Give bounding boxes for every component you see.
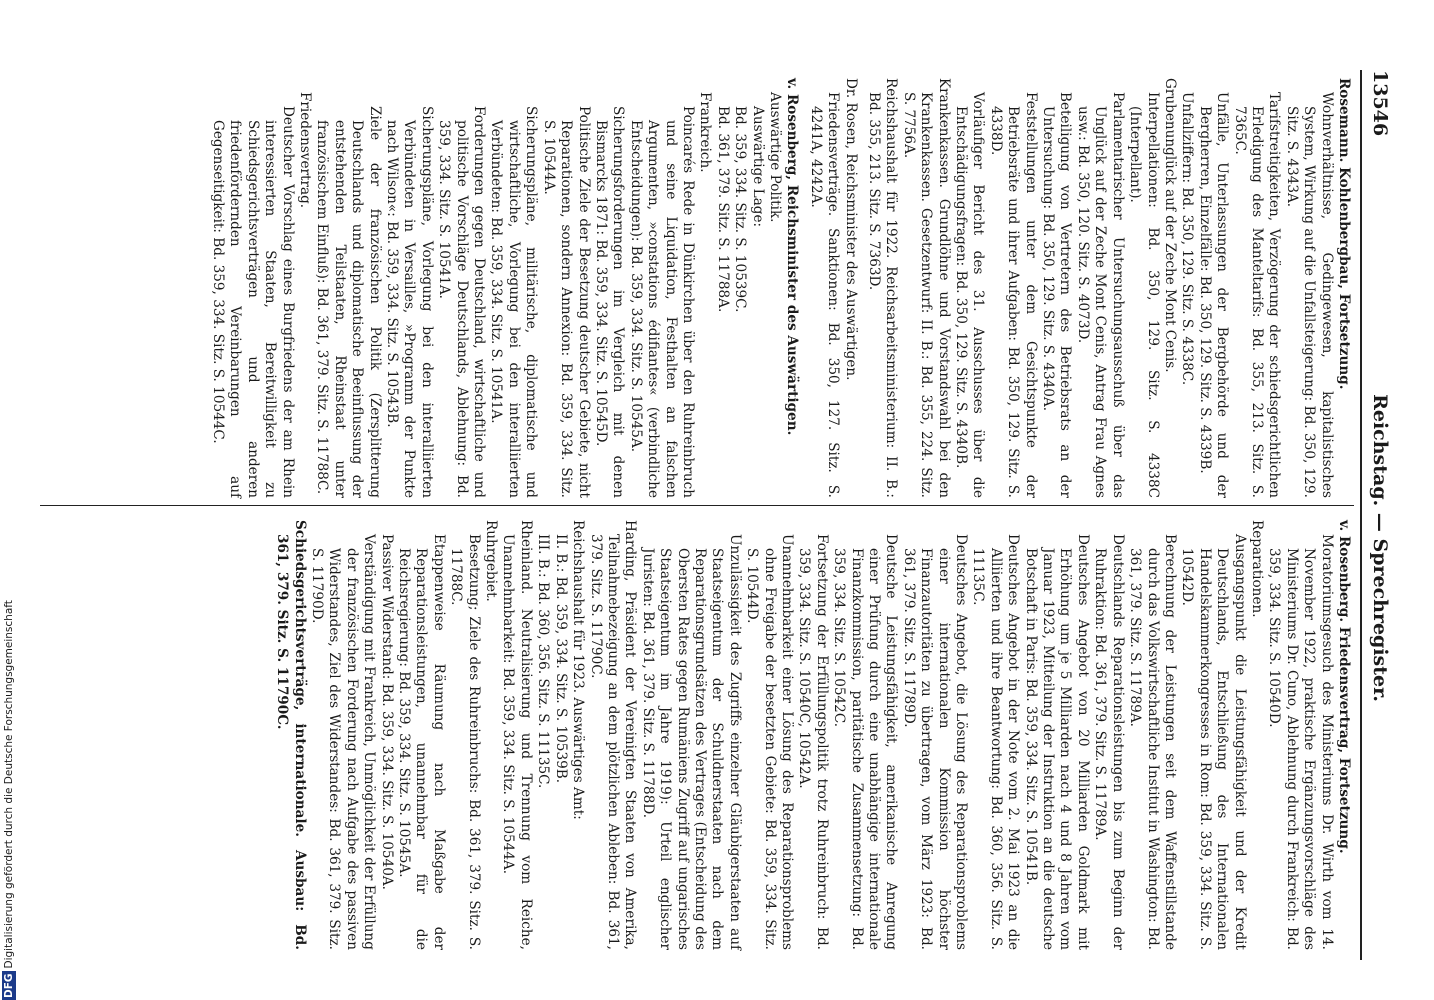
register-entry: v. Rosenberg. Friedensvertrag, Fortsetzung. bbox=[1336, 520, 1352, 854]
register-entry: Verständigung mit Frankreich, Unmöglichkeit der Erfüllung der französischen Forderung nach Aufgabe des passiven Widerstandes, Ziel des Widerstandes: Bd. 361, 379. Sitz. S. 11790D. bbox=[309, 534, 378, 950]
register-entry: Frankreich. bbox=[697, 92, 714, 173]
register-entry: Parlamentarischer Untersuchungsausschuß über das Unglück auf der Zeche Mont Cenis, Antrag Frau Agnes usw.: Bd. 350, 120. Sitz. S. 4073D. bbox=[1074, 92, 1126, 498]
running-title: Reichstag. — Sprechregister. bbox=[1369, 394, 1391, 703]
footer-text: Digitalisierung gefördert durch die Deutsche Forschungsgemeinschaft bbox=[3, 600, 15, 969]
register-entry: Friedensverträge. Sanktionen: Bd. 350, 127. Sitz. S. 4241A, 4242A. bbox=[807, 92, 842, 498]
register-entry: Passiver Widerstand: Bd. 359, 334. Sitz. S. 10540A. bbox=[378, 534, 395, 890]
register-entry: Auswärtige Lage: bbox=[749, 106, 766, 228]
column-divider bbox=[40, 505, 1354, 506]
register-entry: Sicherungspläne, Vorlegung bei den interalliierten Verbündeten in Versailles, »Programm der Punkte nach Wilson«: Bd. 359, 334. Sitz. S. 10543B. bbox=[384, 106, 435, 498]
register-entry: Politische Ziele der Besetzung deutscher Gebiete, nicht Reparationen, sondern Annexion: Bd. 359, 334. Sitz. S. 10544A. bbox=[540, 106, 592, 498]
header-rule bbox=[1360, 70, 1362, 960]
register-entry: Reparationen. bbox=[1248, 520, 1265, 618]
register-entry: II. B.: Bd. 359, 334. Sitz. S. 10539B. bbox=[552, 534, 569, 784]
register-entry: Reichshaushalt für 1923. Auswärtiges Amt: bbox=[570, 520, 587, 820]
register-entry: Friedensvertrag. bbox=[297, 92, 314, 209]
register-entry: Sicherungsforderungen im Vergleich mit denen Bismarcks 1871: Bd. 359, 334. Sitz. S. 10545D. bbox=[592, 106, 627, 498]
register-entry: Auswärtige Politik. bbox=[767, 92, 783, 223]
register-entry: Deutsches Angebot, die Lösung des Reparationsproblems einer internationalen Kommission höchster Finanzautoritäten zu übertragen, vom März 1923: Bd. 361, 379. Sitz. S. 11789D. bbox=[900, 534, 970, 950]
register-entry: Berechnung der Leistungen seit dem Waffenstillstande durch das Volkswirtschaftliche Institut in Washington: Bd. 361, 379. Sitz. S. 11789A. bbox=[1127, 534, 1178, 950]
footer-credit bbox=[2, 600, 16, 1000]
register-entry: Deutsches Angebot in der Note vom 2. Mai 1923 an die Alliierten und ihre Beantwortung: Bd. 360, 356. Sitz. S. 11135C. bbox=[970, 534, 1022, 950]
register-entry: Ausgangspunkt die Leistungsfähigkeit und der Kredit Deutschlands, Entschließung des Internationalen Handelskammerkongresses in Rom: Bd. 359, 334. Sitz. S. 10542D. bbox=[1179, 534, 1248, 950]
register-entry: Ziele der französischen Politik (Zersplitterung Deutschlands und diplomatische Beeinflussung der entstehenden Teilstaaten, Rheinstaat unter französischem Einfluß): Bd. 361, 379. Sitz. S. 11788C. bbox=[314, 106, 383, 498]
register-entry: Krankenkassen. Grundlöhne und Vorstandswahl bei den Krankenkassen. Gesetzentwurf: II. B.: Bd. 355, 224. Sitz. S. 7756A. bbox=[900, 78, 952, 498]
register-entry: Rheinland. Neutralisierung und Trennung vom Reiche, Unannehmbarkeit: Bd. 359, 334. Sitz. S. 10544A. bbox=[500, 520, 534, 950]
register-entry: Dr. Rosen, Reichsminister des Auswärtigen. bbox=[842, 78, 859, 381]
register-entry: v. Rosenberg, Reichsminister des Auswärtigen. bbox=[784, 78, 801, 436]
register-entry: Bd. 361, 379. Sitz. S. 11788A. bbox=[714, 106, 731, 313]
register-entry: Unzulässigkeit des Zugriffs einzelner Gläubigerstaaten auf Staatseigentum der Schuldnerstaaten nach dem Reparationsgrundsätzen des Vertrages (Entscheidung des Obersten Rates gegen Rumäniens Zugriff auf ungarisches Staatseigentum im Jahre 1919): Urteil englischer Juristen: Bd. 361, 379. Sitz. S. 11788D. bbox=[639, 534, 743, 950]
register-entry: Deutsches Angebot von 20 Milliarden Goldmark mit Erhöhung um je 5 Milliarden nach 4 und 8 Jahren vom Januar 1923, Mitteilung der Instruktion an die deutsche Botschaft in Paris: Bd. 359, 334. Sitz. S. 10541B. bbox=[1022, 534, 1091, 950]
page-number: 13546 bbox=[1369, 70, 1391, 137]
right-column bbox=[273, 520, 1352, 950]
register-entry: Grubenunglück auf der Zeche Mont Cenis. bbox=[1161, 78, 1178, 373]
register-entry: Fortsetzung der Erfüllungspolitik trotz Ruhreinbruch: Bd. 359, 334. Sitz. S. 10540C, 10542A. bbox=[796, 534, 830, 950]
register-entry: Schiedsgerichtsverträge, internationale. Ausbau: Bd. 361, 379. Sitz. S. 11790C. bbox=[274, 520, 308, 950]
register-entry: Sicherungspläne, militärische, diplomatische und wirtschaftliche, Vorlegung bei den interalliierten Verbündeten: Bd. 359, 334. Sitz. S. 10541A. bbox=[488, 106, 540, 498]
register-entry: Bd. 359, 334. Sitz. S. 10539C. bbox=[732, 106, 749, 313]
register-entry: Tarifstreitigkeiten, Verzögerung der schiedsgerichtlichen Erledigung des Manteltarifs: Bd. 355, 213. Sitz. S. 7365C. bbox=[1231, 92, 1283, 498]
register-entry: Rosemann. Kohlenbergbau, Fortsetzung. bbox=[1336, 78, 1352, 390]
register-entry: III. B.: Bd. 360, 356. Sitz. S. 11135C. bbox=[535, 534, 552, 789]
register-entry: Harding, Präsident der Vereinigten Staaten von Amerika, Teilnahmebezeigung an dem plötzlichen Ableben: Bd. 361, 379. Sitz. S. 11790C. bbox=[587, 520, 639, 950]
register-entry: Moratoriumsgesuch des Ministeriums Dr. Wirth vom 14. November 1922, praktische Ergänzungsvorschläge des Ministeriums Dr. Cuno, Ablehnung durch Frankreich: Bd. 359, 334. Sitz. S. 10540D. bbox=[1266, 534, 1335, 950]
register-entry: Unannehmbarkeit einer Lösung des Reparationsproblems ohne Freigabe der besetzten Gebiete: Bd. 359, 334. Sitz. S. 10544D. bbox=[744, 534, 795, 950]
register-entry: Deutsche Leistungsfähigkeit, amerikanische Anregung einer Prüfung durch eine unabhängige internationale Finanzkommission, paritätische Zusammensetzung: Bd. 359, 334. Sitz. S. 10542C. bbox=[831, 534, 900, 950]
register-entry: Beteiligung von Vertretern des Betriebsrats an der Untersuchung: Bd. 350, 129. Sitz. S. 4340A. bbox=[1040, 92, 1074, 498]
register-entry: Wohnverhältnisse, Gedingewesen, kapitalistisches System, Wirkung auf die Unfallsteigerung: Bd. 350, 129. Sitz. S. 4343A. bbox=[1283, 92, 1335, 498]
dfg-logo: DFG bbox=[3, 973, 15, 998]
register-entry: Etappenweise Räumung nach Maßgabe der Reparationsleistungen, unannehmbar für die Reichsregierung: Bd. 359, 334. Sitz. S. 10545A. bbox=[396, 534, 447, 950]
register-entry: Vorläufiger Bericht des 31. Ausschusses über die Entschädigungsfragen: Bd. 350, 129. Sitz. S. 4340B. bbox=[953, 92, 987, 498]
left-column bbox=[209, 78, 1352, 498]
register-entry: Besetzung; Ziele des Ruhreinbruchs: Bd. 361, 379. Sitz. S. 11788C. bbox=[448, 534, 482, 950]
register-entry: Interpellationen: Bd. 350, 129. Sitz. S. 4338C (Interpellant). bbox=[1127, 92, 1161, 498]
register-entry: Poincarés Rede in Dünkirchen über den Ruhreinbruch und seine Liquidation, Festhalten an falschen Argumenten, »constations édifiantes« (verbindliche Entscheidungen): Bd. 359, 334. Sitz. S. 10545A. bbox=[627, 106, 696, 498]
register-entry: Reichshaushalt für 1922. Reichsarbeitsministerium: II. B.: Bd. 355, 213. Sitz. S. 7363D. bbox=[866, 78, 900, 498]
register-entry: Unfallziffern: Bd. 350, 129. Sitz. S. 4338C. bbox=[1179, 92, 1196, 386]
register-entry: Unfälle, Unterlassungen der Bergbehörde und der Bergherren, Einzelfälle: Bd. 350, 129. Sitz. S. 4339B. bbox=[1196, 92, 1231, 498]
page-header bbox=[1366, 70, 1394, 960]
register-entry: Ruhrgebiet. bbox=[483, 520, 500, 602]
register-entry: Deutschlands Reparationsleistungen bis zum Beginn der Ruhraktion: Bd. 361, 379. Sitz. S. 11789A. bbox=[1092, 534, 1126, 950]
register-entry: Deutscher Vorschlag eines Burgfriedens der am Rhein interessierten Staaten, Bereitwilligkeit zu Schiedsgerichtsverträgen und anderen friedenfördernden Vereinbarungen auf Gegenseitigkeit: Bd. 359, 334. Sitz. S. 10544C. bbox=[210, 106, 296, 498]
register-entry: Forderungen gegen Deutschland, wirtschaftliche und politische Vorschläge Deutschlands, Ablehnung: Bd. 359, 334. Sitz. S. 10541A. bbox=[436, 106, 488, 498]
register-entry: Feststellungen unter dem Gesichtspunkte der Betriebsräte und ihrer Aufgaben: Bd. 350, 129. Sitz. S. 4338D. bbox=[987, 92, 1039, 498]
